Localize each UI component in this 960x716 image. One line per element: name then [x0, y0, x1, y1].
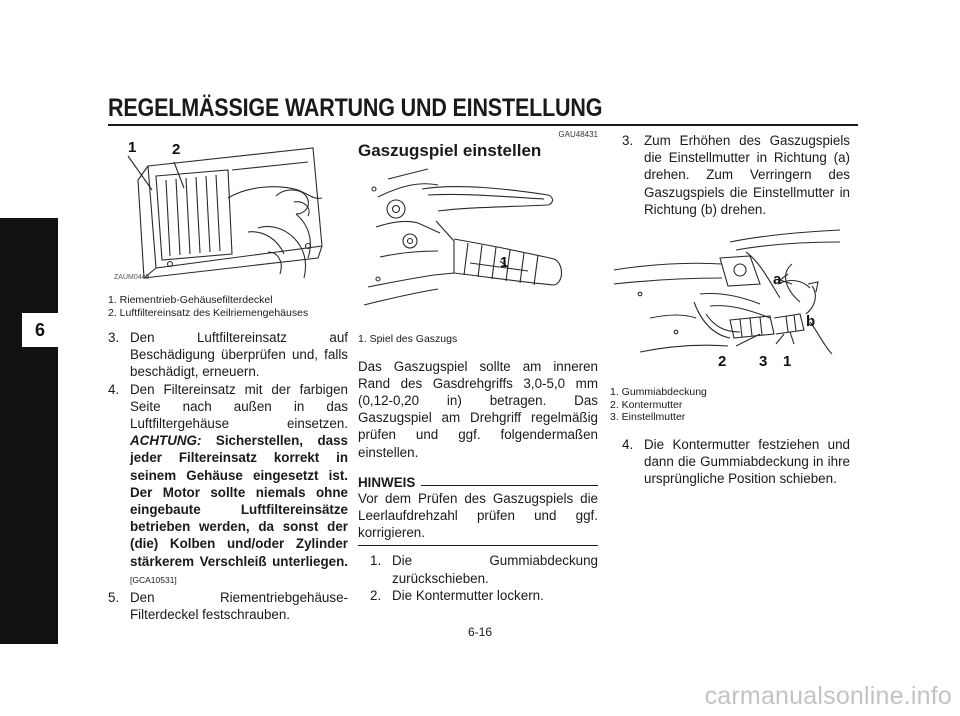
fig1-code: ZAUM0449	[114, 274, 150, 281]
step-text: Die Kontermutter festziehen und dann die Gummiabdeckung in ihre ursprüngliche Position schieben.	[644, 436, 850, 486]
page-number: 6-16	[467, 625, 493, 639]
step-text	[130, 381, 348, 589]
fig3-label-3: 3	[759, 353, 768, 371]
adjuster-figure	[610, 222, 850, 382]
fig1-caption-line: 1. Riementrieb-Gehäusefilterdeckel	[108, 294, 273, 306]
step-number: 4.	[108, 381, 120, 397]
throttle-figure	[358, 167, 598, 317]
list-item	[370, 552, 598, 586]
step-number: 1.	[370, 553, 382, 569]
caution-code: [GCA10531]	[130, 574, 177, 585]
step-text: Den Luftfiltereinsatz auf Beschädigung überprüfen und, falls beschädigt, erneuern.	[130, 330, 348, 380]
fig3-caption	[610, 386, 850, 424]
list-item	[108, 589, 348, 623]
fig3-caption-line: 2. Kontermutter	[610, 398, 683, 411]
fig2-caption	[358, 333, 598, 346]
fig3-label-a: a	[773, 271, 782, 289]
chapter-side-tab	[0, 218, 58, 644]
step-number: 3.	[622, 133, 634, 148]
fig1-caption	[108, 294, 348, 319]
watermark: carmanualsonline.info	[704, 682, 952, 710]
section-title: Gaszugspiel einstellen	[358, 141, 542, 160]
fig3-label-b: b	[806, 313, 816, 331]
step-main-text: Den Filtereinsatz mit der farbigen Seite nach außen in das Luftfiltergehäuse einsetzen.	[130, 381, 348, 432]
step-number: 2.	[370, 587, 382, 603]
list-item	[108, 381, 348, 589]
page-title: REGELMÄSSIGE WARTUNG UND EINSTELLUNG	[108, 94, 603, 122]
note-rule	[421, 485, 598, 486]
adjust-steps	[610, 132, 850, 218]
throttle-adjuster-illustration	[610, 222, 850, 382]
step-text: Die Gummiabdeckung zurückschieben.	[392, 553, 598, 586]
throttle-paragraph: Das Gaszugspiel sollte am inneren Rand des Gasdrehgriffs 3,0-5,0 mm (0,12-0,20 in) betragen. Das Gaszugspiel am Drehgriff regelmäßig prüfen und ggf. folgendermaßen einstellen.	[358, 358, 598, 460]
air-filter-figure	[108, 128, 348, 288]
fig3-label-2: 2	[718, 353, 727, 371]
column-left	[108, 128, 348, 623]
section-code: GAU48431	[558, 130, 598, 139]
air-filter-steps	[108, 329, 348, 623]
warning-label: ACHTUNG:	[130, 433, 202, 449]
note-label: HINWEIS	[358, 474, 416, 490]
list-item	[622, 132, 850, 218]
note-end-rule	[358, 545, 598, 546]
list-item	[370, 587, 598, 604]
throttle-steps	[358, 552, 598, 604]
note-header	[358, 475, 598, 490]
air-filter-illustration	[108, 128, 348, 288]
step-number: 3.	[108, 330, 120, 345]
final-steps	[610, 436, 850, 488]
throttle-grip-illustration	[358, 167, 598, 317]
list-item	[108, 329, 348, 381]
list-item	[622, 436, 850, 488]
step-text: Zum Erhöhen des Gaszugspiels die Einstellmutter in Richtung (a) drehen. Zum Verringern des Gaszugspiels die Einstellmutter in Richtung (b) drehen.	[644, 133, 850, 217]
fig1-callout-2: 2	[172, 141, 181, 158]
fig1-caption-line: 2. Luftfiltereinsatz des Keilriemengehäuses	[108, 306, 309, 319]
column-right	[610, 128, 850, 487]
note-text: Vor dem Prüfen des Gaszugspiels die Leerlaufdrehzahl prüfen und ggf. korrigieren.	[358, 490, 598, 541]
fig3-caption-line: 3. Einstellmutter	[610, 411, 686, 424]
chapter-tab-number: 6	[22, 313, 58, 347]
step-text: Den Riementriebgehäuse-Filterdeckel festschrauben.	[130, 590, 348, 623]
column-middle	[358, 128, 598, 604]
step-text: Die Kontermutter lockern.	[392, 587, 544, 603]
fig3-label-1: 1	[783, 353, 792, 371]
fig1-callout-1: 1	[128, 139, 137, 156]
fig2-caption-line: 1. Spiel des Gaszugs	[358, 333, 458, 345]
fig2-callout-1: 1	[500, 254, 509, 271]
step-number: 4.	[622, 436, 634, 452]
warning-text: Sicherstellen, dass jeder Filtereinsatz korrekt in seinem Gehäuse eingesetzt ist. Der Motor sollte niemals ohne eingebaute Luftfiltereinsätze betrieben werden, da sonst der (die) Kolben und/oder Zylinder stärkerem Verschleiß unterliegen.	[130, 433, 348, 569]
fig3-caption-line: 1. Gummiabdeckung	[610, 386, 707, 399]
step-number: 5.	[108, 590, 120, 606]
title-rule	[108, 124, 858, 126]
